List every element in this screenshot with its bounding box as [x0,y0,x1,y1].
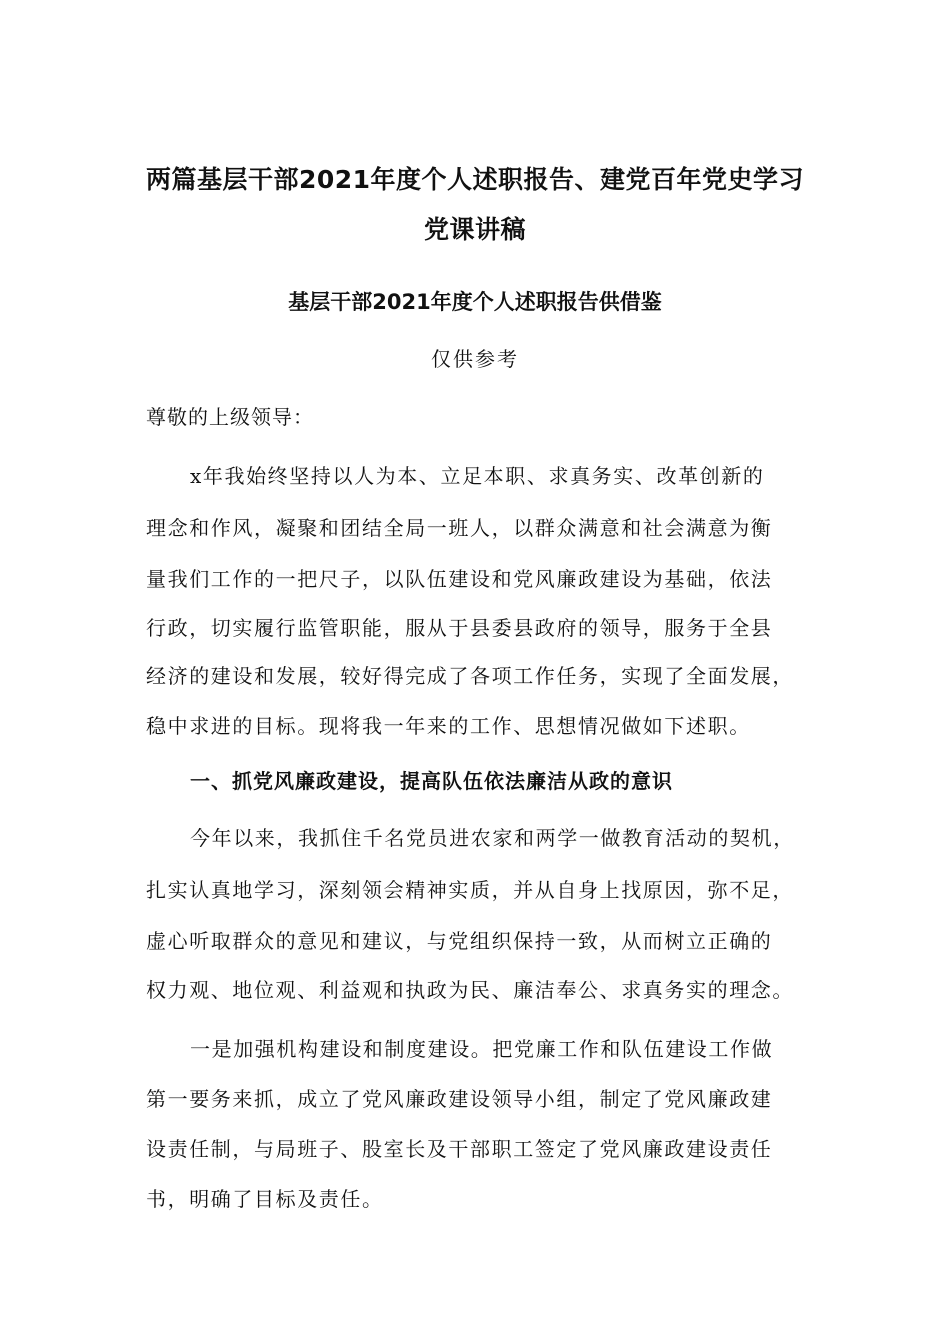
paragraph-1-line: x年我始终坚持以人为本、立足本职、求真务实、改革创新的 [190,464,765,488]
paragraph-3-line: 设责任制，与局班子、股室长及干部职工签定了党风廉政建设责任 [146,1137,773,1161]
paragraph-1-line: 行政，切实履行监管职能，服从于县委县政府的领导，服务于全县 [146,616,773,640]
document-title-line-1: 两篇基层干部2021年度个人述职报告、建党百年党史学习 [145,165,805,194]
section-heading-1: 一、抓党风廉政建设，提高队伍依法廉洁从政的意识 [190,769,673,793]
paragraph-1-line: 稳中求进的目标。现将我一年来的工作、思想情况做如下述职。 [146,714,751,738]
report-subtitle: 基层干部2021年度个人述职报告供借鉴 [288,290,662,314]
paragraph-3-line: 一是加强机构建设和制度建设。把党廉工作和队伍建设工作做 [190,1037,774,1061]
document-title-line-2: 党课讲稿 [423,215,526,244]
paragraph-2-line: 今年以来，我抓住千名党员进农家和两学一做教育活动的契机， [190,826,795,850]
paragraph-1-line: 经济的建设和发展，较好得完成了各项工作任务，实现了全面发展， [146,664,794,688]
paragraph-2-line: 扎实认真地学习，深刻领会精神实质，并从自身上找原因，弥不足， [146,878,794,902]
paragraph-3-line: 第一要务来抓，成立了党风廉政建设领导小组，制定了党风廉政建 [146,1087,773,1111]
paragraph-3-line: 书，明确了目标及责任。 [146,1187,384,1211]
paragraph-1-line: 理念和作风，凝聚和团结全局一班人，以群众满意和社会满意为衡 [146,516,773,540]
paragraph-1-line: 量我们工作的一把尺子，以队伍建设和党风廉政建设为基础，依法 [146,567,773,591]
salutation: 尊敬的上级领导： [146,405,314,429]
paragraph-2-line: 权力观、地位观、利益观和执政为民、廉洁奉公、求真务实的理念。 [146,978,794,1002]
paragraph-2-line: 虚心听取群众的意见和建议，与党组织保持一致，从而树立正确的 [146,929,773,953]
reference-note: 仅供参考 [431,347,519,371]
